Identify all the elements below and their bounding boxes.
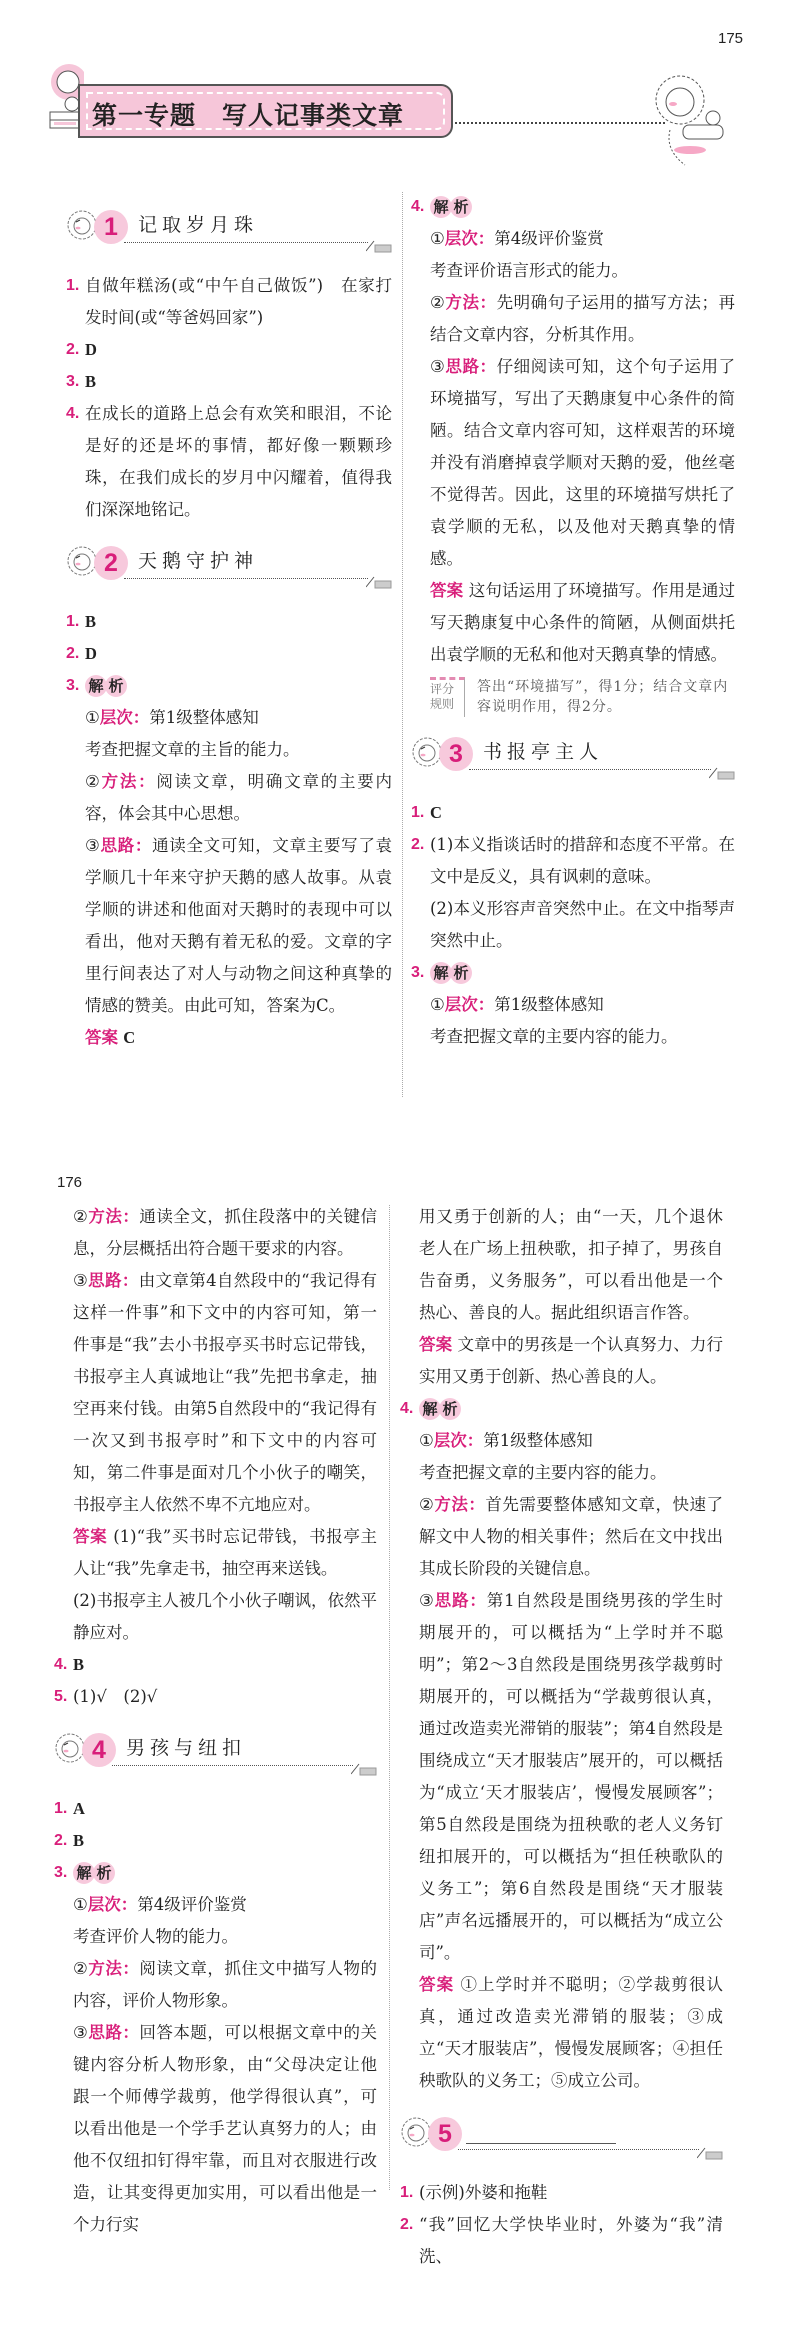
analysis-point (66, 702, 392, 734)
answer-text: 自做年糕汤(或“中午自己做饭”) 在家打发时间(或“等爸妈回家”) (85, 276, 392, 327)
point-marker: ② (85, 772, 102, 791)
analysis-badge-char: 解 (73, 1862, 95, 1884)
point-label: 思路： (434, 1591, 487, 1610)
point-marker: ② (73, 1207, 89, 1226)
question-number: 3. (66, 373, 80, 390)
answer-item (66, 638, 392, 670)
answer-text: (1)本义指谈话时的措辞和态度不平常。在文中是反义，具有讽刺的意味。 (430, 835, 735, 886)
point-text: 先明确句子运用的描写方法；再结合文章内容，分析其作用。 (430, 293, 736, 344)
answer-item (411, 797, 735, 829)
point-marker: ③ (419, 1591, 435, 1610)
analysis-badge-char: 析 (105, 675, 127, 697)
analysis-point (411, 223, 735, 255)
point-marker: ① (430, 995, 445, 1014)
analysis-badge-char: 析 (450, 962, 472, 984)
analysis-point (54, 1889, 377, 1921)
analysis-point (400, 1425, 723, 1457)
paragraph: (2)书报亭主人被几个小伙子嘲讽，依然平静应对。 (73, 1591, 377, 1642)
answer-text: D (85, 644, 97, 663)
section-number: 4 (82, 1733, 116, 1767)
answer-text: B (85, 612, 97, 631)
pencil-icon (709, 759, 735, 791)
answer-label: 答案 (430, 581, 464, 600)
question-number: 1. (54, 1800, 68, 1817)
answer-text: C (123, 1028, 136, 1047)
point-label: 思路： (88, 1271, 139, 1290)
page-number: 175 (718, 30, 744, 47)
answer-text: ①上学时并不聪明；②学裁剪很认真，通过改造卖光滞销的服装；③成立“天才服装店”，慢慢发展顾客；④担任秧歌队的义务工；⑤成立公司。 (419, 1975, 724, 2090)
answer-item (54, 1681, 377, 1713)
answer-block (400, 1329, 723, 1393)
scoring-rule-text: 答出“环境描写”，得1分；结合文章内容说明作用，得2分。 (477, 679, 729, 715)
section-number: 5 (428, 2117, 462, 2151)
answer-text: 文章中的男孩是一个认真努力、力行实用又勇于创新、热心善良的人。 (419, 1335, 724, 1386)
answer-text: A (73, 1799, 85, 1818)
page-176-right-column (400, 1201, 723, 2273)
answer-item (400, 2177, 723, 2209)
paragraph: 考查把握文章的主要内容的能力。 (430, 1027, 678, 1046)
point-text: 第1自然段是围绕男孩的学生时期展开的，可以概括为“上学时并不聪明”；第2～3自然段是围绕男孩学裁剪时期展开的，可以概括为“学裁剪很认真，通过改造卖光滞销的服装”；第4自然段是围绕成立“天才服装店”展开的，可以概括为“成立‘天才服装店’，慢慢发展顾客”；第5自然段是围绕为扭秧歌的老人义务钉纽扣展开的，可以概括为“担任秧歌队的义务工”；第6自然段是围绕“天才服装店”声名远播展开的，可以概括为“成立公司”。 (419, 1591, 724, 1962)
section-header (411, 735, 735, 781)
page-number: 176 (57, 1174, 83, 1191)
question-number: 3. (66, 677, 80, 694)
answer-item (66, 366, 392, 398)
analysis-badge (419, 1398, 459, 1420)
answer-item (411, 829, 735, 893)
point-marker: ① (73, 1895, 88, 1914)
point-label: 层次： (99, 708, 150, 727)
section-title-blank (466, 2143, 616, 2144)
analysis-badge (85, 675, 125, 697)
point-text: 通读全文，抓住段落中的关键信息，分层概括出符合题干要求的内容。 (73, 1207, 378, 1258)
question-number: 1. (66, 277, 80, 294)
analysis-point (400, 1489, 723, 1585)
analysis-point (400, 1585, 723, 1969)
question-number: 3. (411, 964, 425, 981)
question-number: 5. (54, 1688, 68, 1705)
answer-label: 答案 (85, 1028, 118, 1047)
point-text: 第1级整体感知 (494, 995, 604, 1014)
question-number: 1. (66, 613, 80, 630)
question-number: 2. (66, 645, 80, 662)
point-label: 层次： (444, 229, 495, 248)
question-number: 4. (66, 405, 80, 422)
point-text: 阅读文章，抓住文中描写人物的内容，评价人物形象。 (73, 1959, 378, 2010)
point-label: 方法： (445, 293, 497, 312)
analysis-heading (411, 191, 735, 223)
lion-mascot-icon (645, 70, 735, 174)
answer-item (54, 1825, 377, 1857)
point-label: 层次： (87, 1895, 138, 1914)
point-marker: ③ (85, 836, 101, 855)
scoring-rule (411, 677, 735, 717)
answer-block (54, 1521, 377, 1585)
point-marker: ③ (73, 2023, 89, 2042)
answer-text: D (85, 340, 97, 359)
point-label: 层次： (433, 1431, 484, 1450)
answer-label: 答案 (419, 1335, 453, 1354)
answer-text: B (85, 372, 97, 391)
point-text: 第1级整体感知 (483, 1431, 593, 1450)
section-title: 记取岁月珠 (138, 214, 259, 236)
analysis-point (66, 766, 392, 830)
question-number: 3. (54, 1864, 68, 1881)
point-marker: ① (85, 708, 100, 727)
paragraph: 考查评价语言形式的能力。 (430, 261, 628, 280)
answer-text: B (73, 1655, 85, 1674)
answer-block (400, 1969, 723, 2097)
pencil-icon (351, 1755, 377, 1787)
paragraph: 考查把握文章的主旨的能力。 (85, 740, 300, 759)
paragraph: 考查把握文章的主要内容的能力。 (419, 1463, 667, 1482)
answer-item (66, 606, 392, 638)
answer-item (66, 270, 392, 334)
column-divider (402, 192, 403, 1097)
answer-item (54, 1793, 377, 1825)
point-text: 仔细阅读可知，这个句子运用了环境描写，写出了天鹅康复中心条件的简陋。结合文章内容可知，这样艰苦的环境并没有消磨掉袁学顺对天鹅的爱，他丝毫不觉得苦。因此，这里的环境描写烘托了袁学顺的无私，以及他对天鹅真挚的情感。 (430, 357, 736, 568)
point-label: 方法： (101, 772, 157, 791)
answer-text: (1)“我”买书时忘记带钱，书报亭主人让“我”先拿走书，抽空再来送钱。 (73, 1527, 378, 1578)
point-text: 回答本题，可以根据文章中的关键内容分析人物形象，由“父母决定让他跟一个师傅学裁剪，他学得很认真”，可以看出他是一个学手艺认真努力的人；由他不仅纽扣钉得牢靠，而且对衣服进行改造，让其变得更加实用，可以看出他是一个力行实 (73, 2023, 378, 2234)
analysis-point (54, 2017, 377, 2241)
question-number: 4. (54, 1656, 68, 1673)
section-underline (458, 2149, 699, 2150)
section-title: 书报亭主人 (483, 741, 604, 763)
page-176-left-column (54, 1201, 377, 2241)
point-label: 思路： (100, 836, 153, 855)
analysis-badge (430, 196, 470, 218)
question-number: 1. (400, 2184, 414, 2201)
point-marker: ② (73, 1959, 89, 1978)
analysis-badge-char: 解 (85, 675, 107, 697)
answer-item (400, 2209, 723, 2273)
page-175-left-column (66, 190, 392, 1054)
section-number: 1 (94, 210, 128, 244)
analysis-point (411, 989, 735, 1021)
analysis-heading (54, 1857, 377, 1889)
point-label: 层次： (444, 995, 495, 1014)
section-header (54, 1731, 377, 1777)
analysis-badge-char: 析 (93, 1862, 115, 1884)
section-underline (112, 1765, 353, 1766)
paragraph: (2)本义形容声音突然中止。在文中指琴声突然中止。 (430, 899, 735, 950)
answer-block (411, 575, 735, 671)
point-text: 阅读文章，明确文章的主要内容，体会其中心思想。 (85, 772, 393, 823)
pencil-icon (366, 568, 392, 600)
answer-item (66, 334, 392, 366)
point-text: 通读全文可知，文章主要写了袁学顺几十年来守护天鹅的感人故事。从袁学顺的讲述和他面对天鹅时的表现中可以看出，他对天鹅有着无私的爱。文章的字里行间表达了对人与动物之间这种真挚的情感的赞美。由此可知，答案为C。 (85, 836, 393, 1015)
analysis-badge-char: 析 (450, 196, 472, 218)
answer-label: 答案 (73, 1527, 108, 1546)
chapter-title: 第一专题 写人记事类文章 (92, 101, 405, 130)
analysis-point (54, 1953, 377, 2017)
analysis-point (411, 287, 735, 351)
banner-dotted-line (455, 122, 665, 124)
analysis-badge (430, 962, 470, 984)
chapter-banner (78, 84, 453, 138)
question-number: 2. (400, 2216, 414, 2233)
point-marker: ① (430, 229, 445, 248)
question-number: 2. (66, 341, 80, 358)
answer-text: (1)√ (2)√ (73, 1687, 158, 1706)
point-text: 第1级整体感知 (149, 708, 259, 727)
point-text: 首先需要整体感知文章，快速了解文中人物的相关事件；然后在文中找出其成长阶段的关键信息。 (419, 1495, 724, 1578)
analysis-badge-char: 解 (430, 962, 452, 984)
section-underline (124, 578, 368, 579)
point-label: 方法： (434, 1495, 486, 1514)
answer-item (54, 1649, 377, 1681)
question-number: 4. (411, 198, 425, 215)
point-marker: ③ (73, 1271, 89, 1290)
analysis-badge (73, 1862, 113, 1884)
question-number: 1. (411, 804, 425, 821)
page-175-right-column (411, 191, 735, 1053)
point-text: 第4级评价鉴赏 (137, 1895, 247, 1914)
section-title: 天鹅守护神 (138, 550, 259, 572)
point-marker: ② (430, 293, 446, 312)
section-title: 男孩与纽扣 (126, 1737, 247, 1759)
analysis-badge-char: 析 (439, 1398, 461, 1420)
section-header (66, 208, 392, 254)
section-number: 2 (94, 546, 128, 580)
question-number: 4. (400, 1400, 414, 1417)
point-text: 由文章第4自然段中的“我记得有这样一件事”和下文中的内容可知，第一件事是“我”去小书报亭买书时忘记带钱，书报亭主人真诚地让“我”先把书拿走，抽空再来付钱。由第5自然段中的“我记得有一次又到书报亭时”和下文中的内容可知，第二件事是面对几个小伙子的嘲笑，书报亭主人依然不卑不亢地应对。 (73, 1271, 377, 1514)
answer-label: 答案 (419, 1975, 455, 1994)
section-header (400, 2115, 723, 2161)
analysis-heading (411, 957, 735, 989)
answer-text: 这句话运用了环境描写。作用是通过写天鹅康复中心条件的简陋，从侧面烘托出袁学顺的无私和他对天鹅真挚的情感。 (430, 581, 736, 664)
analysis-badge-char: 解 (430, 196, 452, 218)
section-underline (469, 769, 711, 770)
point-label: 思路： (445, 357, 497, 376)
answer-text: C (430, 803, 442, 822)
answer-text: B (73, 1831, 85, 1850)
point-label: 思路： (88, 2023, 140, 2042)
question-number: 2. (54, 1832, 68, 1849)
section-header (66, 544, 392, 590)
section-underline (124, 242, 368, 243)
answer-text: (示例)外婆和拖鞋 (419, 2183, 548, 2202)
point-label: 方法： (88, 1207, 140, 1226)
analysis-point (411, 351, 735, 575)
point-marker: ② (419, 1495, 435, 1514)
scoring-rule-label: 评分规则 (430, 677, 465, 717)
question-number: 2. (411, 836, 425, 853)
analysis-point (66, 830, 392, 1022)
answer-block (66, 1022, 392, 1054)
answer-text: 在成长的道路上总会有欢笑和眼泪，不论是好的还是坏的事情，都好像一颗颗珍珠，在我们成长的岁月中闪耀着，值得我们深深地铭记。 (85, 404, 392, 519)
pencil-icon (366, 232, 392, 264)
pencil-icon (697, 2139, 723, 2171)
point-marker: ③ (430, 357, 446, 376)
answer-item (66, 398, 392, 526)
column-divider (389, 1205, 390, 2190)
analysis-badge-char: 解 (419, 1398, 441, 1420)
analysis-heading (66, 670, 392, 702)
answer-text: “我”回忆大学快毕业时，外婆为“我”清洗、 (419, 2215, 723, 2266)
point-label: 方法： (88, 1959, 140, 1978)
paragraph: 考查评价人物的能力。 (73, 1927, 238, 1946)
analysis-point (54, 1265, 377, 1521)
section-number: 3 (439, 737, 473, 771)
analysis-point (54, 1201, 377, 1265)
point-marker: ① (419, 1431, 434, 1450)
point-text: 第4级评价鉴赏 (494, 229, 604, 248)
analysis-heading (400, 1393, 723, 1425)
paragraph: 用又勇于创新的人；由“一天，几个退休老人在广场上扭秧歌，扣子掉了，男孩自告奋勇，义务服务”，可以看出他是一个热心、善良的人。据此组织语言作答。 (419, 1207, 723, 1322)
